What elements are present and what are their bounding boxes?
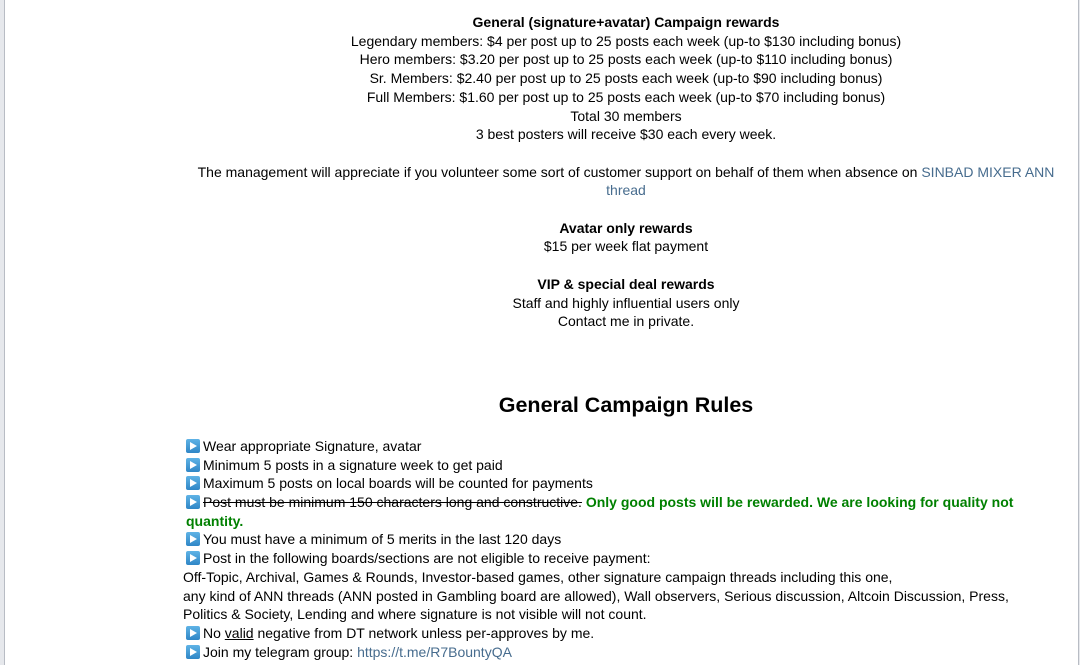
management-note bbox=[187, 163, 1065, 200]
play-button-icon bbox=[186, 626, 200, 640]
rules-heading: General Campaign Rules bbox=[498, 392, 754, 417]
reward-best-posters: 3 best posters will receive $30 each every week. bbox=[475, 126, 777, 143]
rule-boards-line-1: Off-Topic, Archival, Games & Rounds, Investor-based games, other signature campaign threads including this one, bbox=[183, 568, 893, 585]
avatar-rewards-title: Avatar only rewards bbox=[559, 219, 693, 236]
rule-item: Maximum 5 posts on local boards will be counted for payments bbox=[186, 474, 1064, 493]
rule-boards-line-3: Politics & Society, Lending and where signature is not visible will not count. bbox=[183, 606, 647, 623]
reward-total-members: Total 30 members bbox=[570, 107, 682, 124]
play-button-icon bbox=[186, 458, 200, 472]
vip-line-1: Staff and highly influential users only bbox=[512, 294, 740, 311]
play-button-icon bbox=[186, 439, 200, 453]
telegram-group-link[interactable]: https://t.me/R7BountyQA bbox=[357, 643, 512, 660]
play-button-icon bbox=[186, 551, 200, 565]
play-button-icon bbox=[186, 645, 200, 659]
sinbad-mixer-ann-link[interactable]: SINBAD MIXER ANN thread bbox=[606, 163, 1055, 199]
avatar-rewards-text: $15 per week flat payment bbox=[543, 238, 709, 255]
reward-line-full: Full Members: $1.60 per post up to 25 posts each week (up-to $70 including bonus) bbox=[366, 88, 886, 105]
management-text: The management will appreciate if you volunteer some sort of customer support on behalf of them when absence on bbox=[197, 163, 922, 180]
rule-item: Minimum 5 posts in a signature week to get paid bbox=[186, 456, 1064, 475]
vip-rewards-title: VIP & special deal rewards bbox=[537, 275, 715, 292]
rule-item: Wear appropriate Signature, avatar bbox=[186, 437, 1064, 456]
rule-item: No valid negative from DT network unless per-approves by me. bbox=[186, 624, 1064, 643]
rule-item: Post in the following boards/sections are not eligible to receive payment: bbox=[186, 549, 1064, 568]
play-button-icon bbox=[186, 532, 200, 546]
reward-line-legendary: Legendary members: $4 per post up to 25 posts each week (up-to $130 including bonus) bbox=[350, 32, 902, 49]
reward-line-hero: Hero members: $3.20 per post up to 25 posts each week (up-to $110 including bonus) bbox=[359, 51, 893, 68]
rule-item: You must have a minimum of 5 merits in the last 120 days bbox=[186, 530, 1064, 549]
rule-item-continued: quantity. bbox=[186, 512, 244, 529]
rule-boards-line-2: any kind of ANN threads (ANN posted in Gambling board are allowed), Wall observers, Serious discussion, Altcoin Discussion, Press, bbox=[183, 587, 1009, 604]
rule-item: Join my telegram group: https://t.me/R7BountyQA bbox=[186, 643, 1064, 662]
reward-line-sr: Sr. Members: $2.40 per post up to 25 posts each week (up-to $90 including bonus) bbox=[369, 70, 883, 87]
rule-item: Post must be minimum 150 characters long and constructive. Only good posts will be rewarded. We are looking for quality not bbox=[186, 493, 1064, 512]
play-button-icon bbox=[186, 495, 200, 509]
general-rewards-title: General (signature+avatar) Campaign rewards bbox=[472, 14, 780, 30]
rules-list bbox=[183, 437, 1064, 661]
play-button-icon bbox=[186, 476, 200, 490]
vip-line-2: Contact me in private. bbox=[557, 313, 695, 330]
post-body bbox=[183, 13, 1065, 661]
